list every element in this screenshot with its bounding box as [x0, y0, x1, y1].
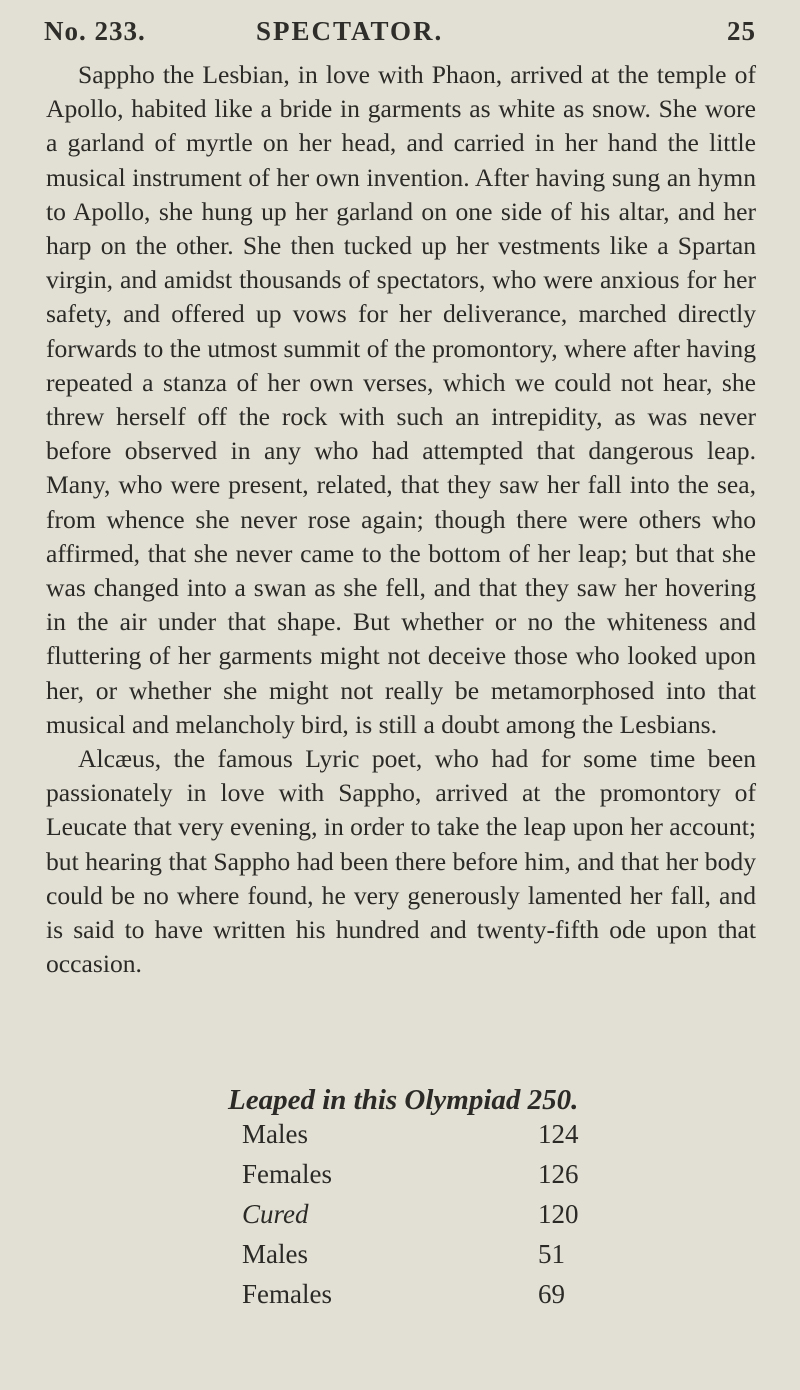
leap-tally [158, 1084, 638, 1319]
tally-row [158, 1159, 638, 1199]
tally-label: Females [242, 1279, 332, 1309]
tally-label: Cured [242, 1199, 309, 1229]
tally-row [158, 1239, 638, 1279]
tally-value: 120 [538, 1199, 579, 1229]
tally-value: 126 [538, 1159, 579, 1189]
tally-title: Leaped in this Olympiad 250. [228, 1084, 579, 1116]
tally-row [158, 1279, 638, 1319]
issue-number: No. 233. [44, 16, 146, 46]
body-text [46, 58, 756, 981]
page-number: 25 [727, 16, 756, 46]
tally-row [158, 1199, 638, 1239]
tally-row [158, 1119, 638, 1159]
tally-value: 69 [538, 1279, 565, 1309]
tally-label: Males [242, 1119, 308, 1149]
running-header [44, 16, 756, 52]
running-title: SPECTATOR. [256, 16, 444, 46]
tally-label: Females [242, 1159, 332, 1189]
tally-label: Males [242, 1239, 308, 1269]
tally-value: 51 [538, 1239, 565, 1269]
tally-value: 124 [538, 1119, 579, 1149]
paragraph-alcaeus: Alcæus, the famous Lyric poet, who had for some time been passionately in love with Sappho, arrived at the promontory of Leucate that very evening, in order to take the leap upon her account; but hearing that Sappho had been there before him, and that her body could be no where found, he very generously lamented her fall, and is said to have written his hundred and twenty-fifth ode upon that occasion. [46, 744, 756, 979]
paragraph-sappho: Sappho the Lesbian, in love with Phaon, arrived at the temple of Apollo, habited like a bride in garments as white as snow. She wore a garland of myrtle on her head, and carried in her hand the little musical instrument of her own invention. After having sung an hymn to Apollo, she hung up her garland on one side of his altar, and her harp on the other. She then tucked up her vestments like a Spartan virgin, and amidst thousands of spectators, who were anxious for her safety, and offered up vows for her deliverance, marched directly forwards to the utmost summit of the promontory, where after having repeated a stanza of her own verses, which we could not hear, she threw herself off the rock with such an intrepidity, as was never before observed in any who had attempted that dangerous leap. Many, who were present, related, that they saw her fall into the sea, from whence she never rose again; though there were others who affirmed, that she never came to the bottom of her leap; but that she was changed into a swan as she fell, and that they saw her hovering in the air under that shape. But whether or no the whiteness and fluttering of her garments might not deceive those who looked upon her, or whether she might not really be metamorphosed into that musical and melancholy bird, is still a doubt among the Lesbians. [46, 60, 756, 739]
